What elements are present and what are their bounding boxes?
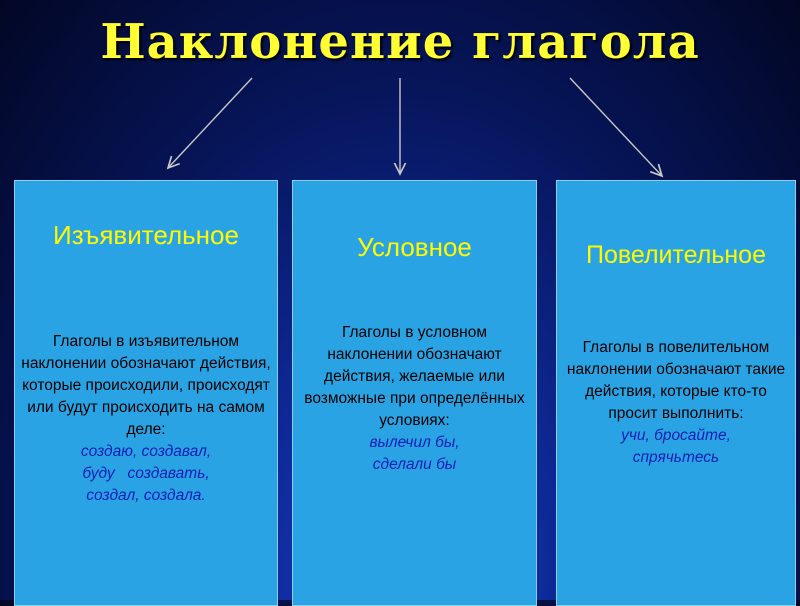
example-line: вылечил бы,	[369, 434, 460, 451]
example-line: спрячьтесь	[632, 449, 720, 466]
box-description: Глаголы в условном наклонении обозначают действия, желаемые или возможные при определённых условиях:	[304, 324, 525, 429]
example-line: создаю, создавал,	[80, 443, 212, 460]
example-line: создал, создала.	[86, 487, 206, 504]
box-conditional	[292, 180, 537, 606]
arrow-left	[168, 78, 252, 168]
example-line: учи, бросайте,	[621, 427, 731, 444]
example-line: буду создавать,	[82, 465, 210, 482]
box-heading: Изъявительное	[53, 220, 239, 250]
example-line: сделали бы	[372, 456, 457, 473]
box-heading: Повелительное	[586, 241, 766, 269]
box-imperative	[556, 180, 796, 606]
page-title: Наклонение глагола	[100, 14, 700, 70]
box-indicative	[14, 180, 278, 606]
box-heading: Условное	[357, 232, 472, 262]
arrow-right	[570, 78, 662, 176]
box-description: Глаголы в повелительном наклонении обозначают такие действия, которые кто-то просит выполнить:	[566, 339, 786, 422]
box-description: Глаголы в изъявительном наклонении обозначают действия, которые происходили, происходят или будут происходить на самом деле:	[21, 333, 271, 438]
